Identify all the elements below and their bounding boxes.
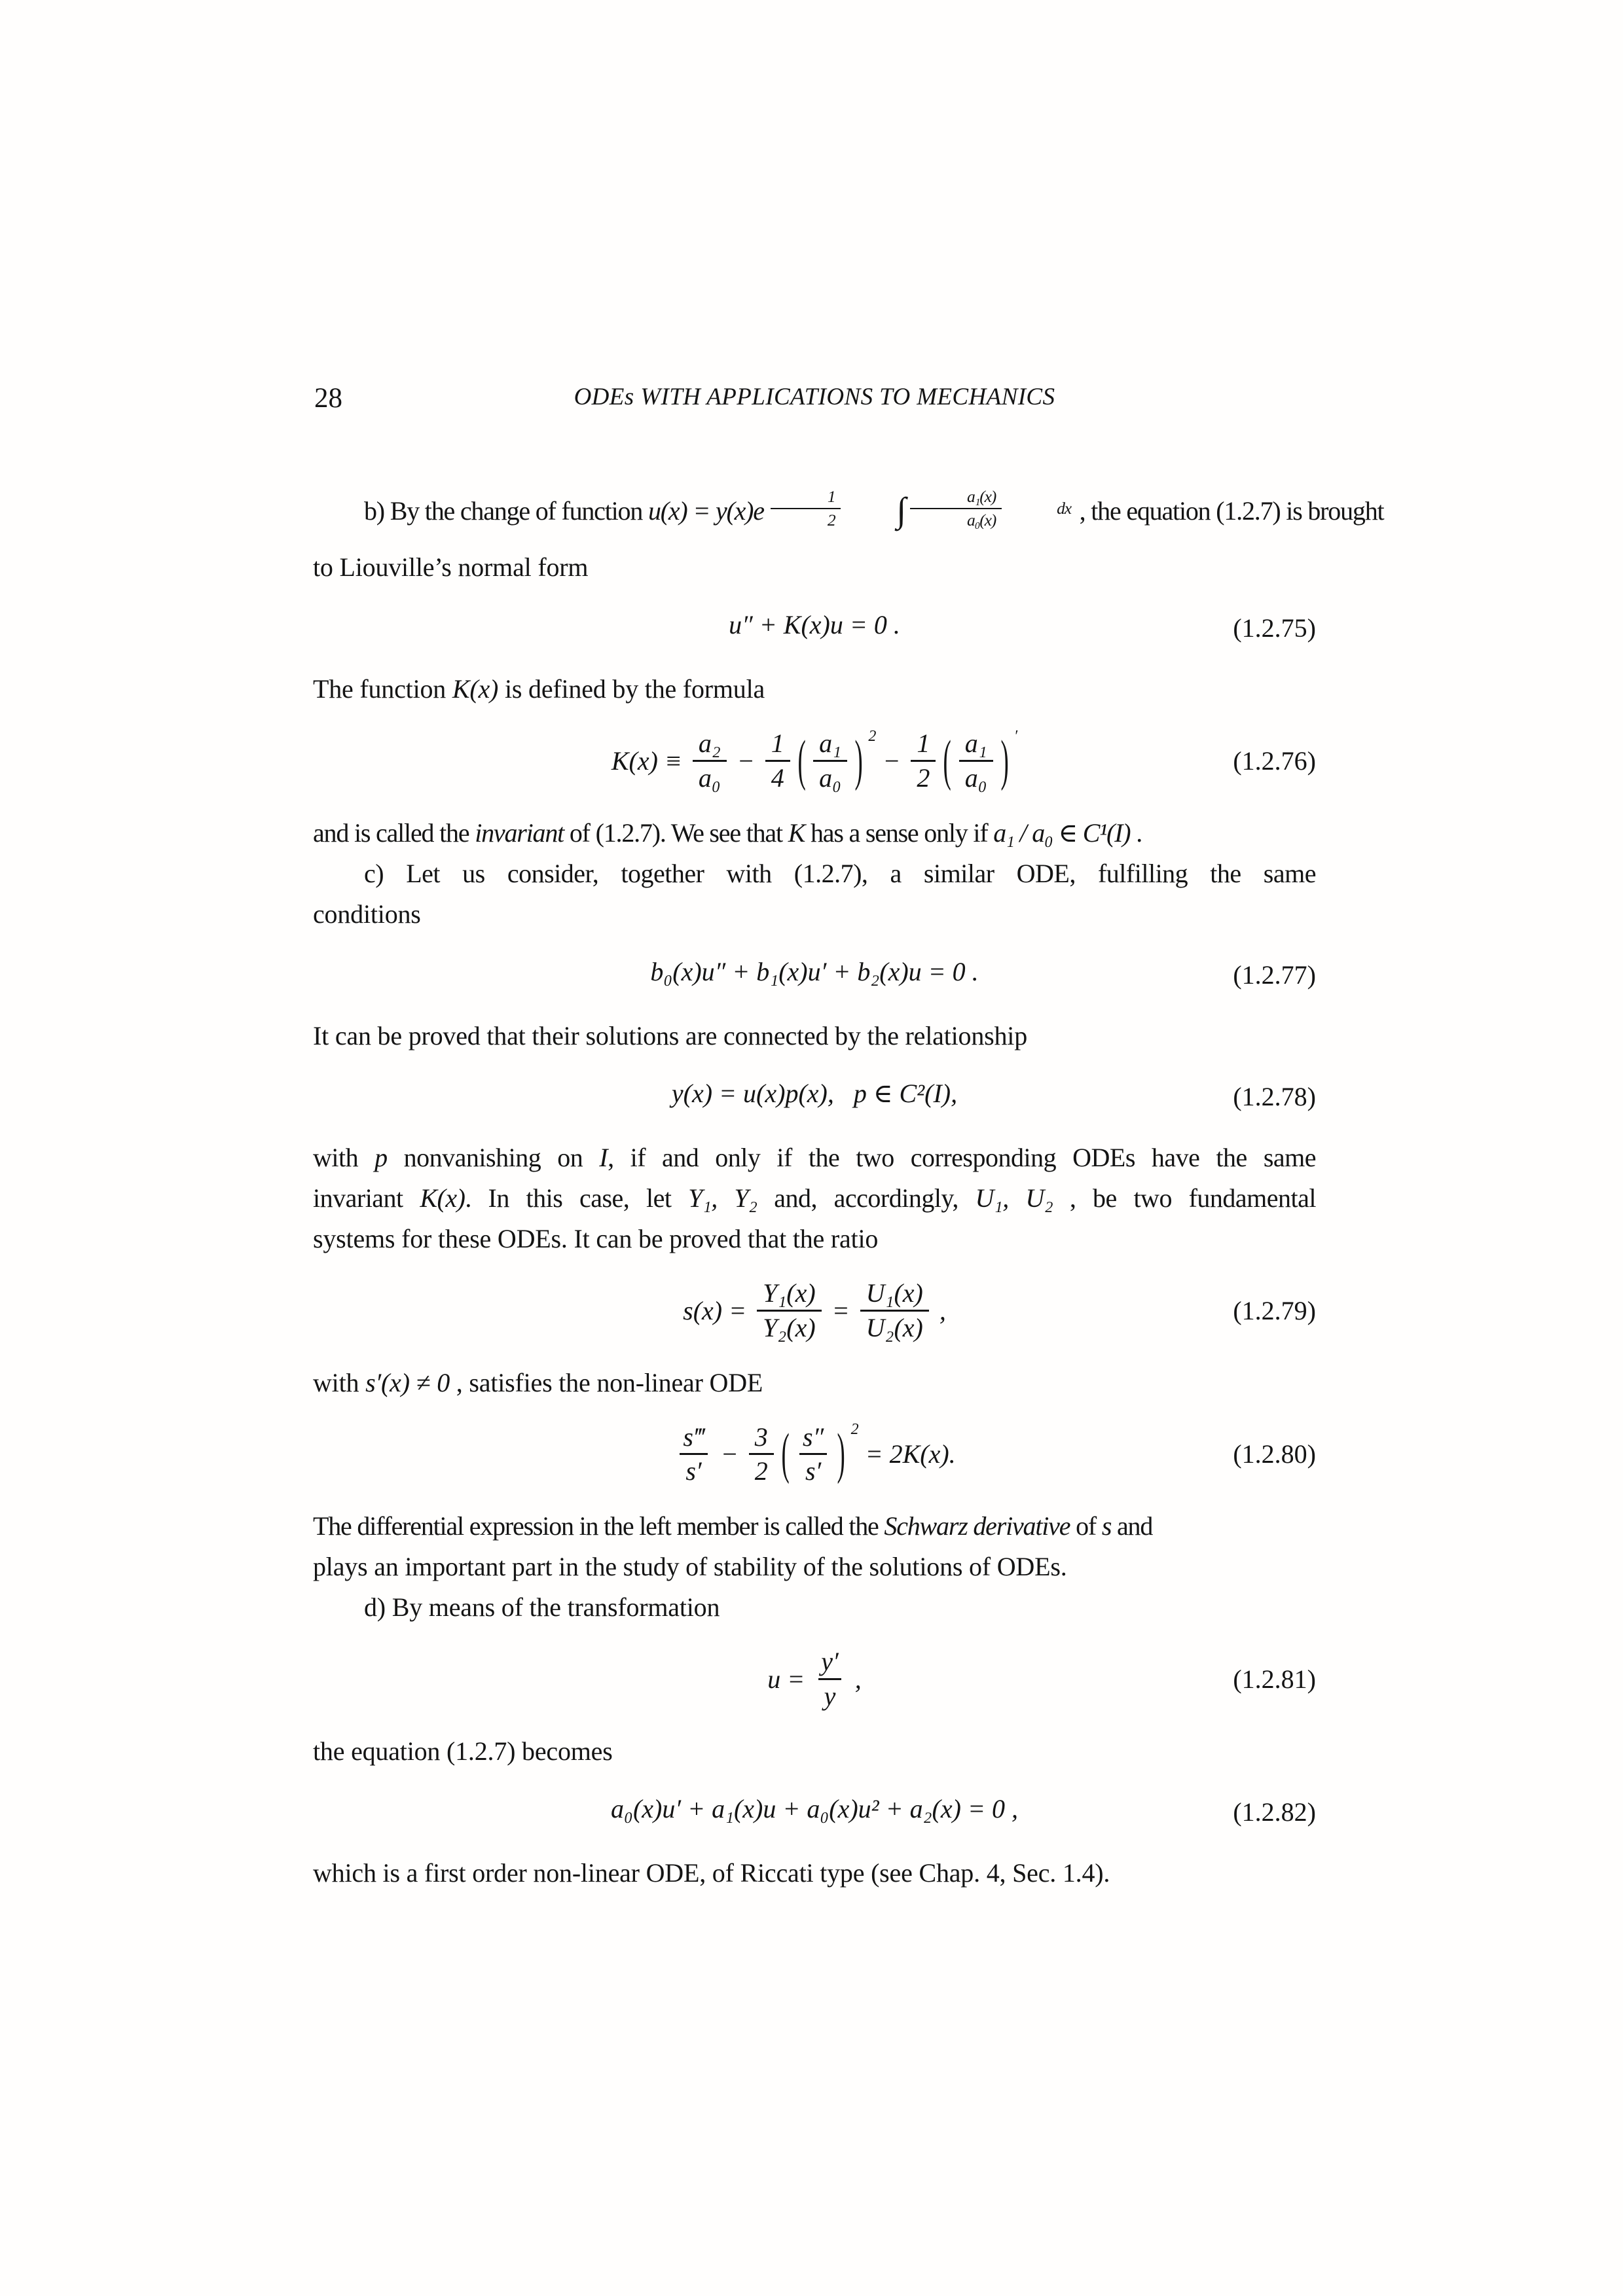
denominator [693,760,727,793]
math-run: Y₁(x) [763,1278,816,1308]
line-invariant [313,813,1316,853]
math-run: u(x) = y(x)e [647,496,764,526]
math-run: K(x) [420,1183,465,1213]
text-run: with [313,1142,375,1172]
page-number: 28 [314,383,342,414]
paren-exponent: ′ [1013,728,1018,745]
denominator [959,760,993,793]
math-run: , [932,1295,946,1325]
math-run: = 2K(x). [858,1439,956,1469]
exponent-block [767,488,1071,529]
text-run: and [1111,1511,1153,1541]
text-run: b) By the change of function [364,496,648,526]
equation-number: (1.2.75) [1233,613,1316,643]
page-header [313,381,1316,418]
fraction [815,1647,845,1712]
text-run: , be two fundamental [1053,1183,1317,1213]
numerator [911,729,936,760]
para-with-p-line2 [313,1178,1316,1219]
math-run: s′(x) ≠ 0 [365,1367,456,1397]
numerator [813,729,847,760]
numerator [771,488,841,508]
text-run: invariant [313,1183,420,1213]
text-run: , if and only if the two corresponding ODEs have the same [608,1142,1316,1172]
math-run: 2 [827,510,835,529]
math-run: a₂ [698,728,721,759]
equation-math [672,1079,957,1109]
equation-number: (1.2.80) [1233,1439,1316,1469]
equation-math [673,1423,955,1487]
numerator [757,1279,822,1310]
para-schwarz-line2 [313,1547,1316,1587]
math-run: s′ [805,1456,822,1486]
para-b-line1 [313,448,1384,547]
line-with-s-prime [313,1363,1316,1403]
para-c-line1 [313,853,1316,894]
right-paren-icon: ) [837,1421,846,1485]
math-run: Schwarz derivative [884,1511,1070,1541]
para-d-line [313,1587,1316,1628]
denominator [757,1310,822,1343]
equation-1-2-76 [313,729,1316,793]
left-paren-icon: ( [781,1421,790,1485]
equation-1-2-75 [313,607,1316,649]
text-run: has a sense only if [805,817,994,848]
equation-1-2-78 [313,1076,1316,1118]
equation-1-2-80 [313,1423,1316,1487]
denominator [749,1453,774,1486]
equation-1-2-81 [313,1647,1316,1712]
text-run: the equation (1.2.7) becomes [313,1736,613,1766]
para-with-p-line1 [313,1138,1316,1178]
math-run: y [824,1681,836,1711]
math-run: s″ [803,1422,824,1452]
math-run: U₂(x) [866,1312,923,1342]
math-run: 1 [771,728,784,759]
denominator [680,1453,707,1486]
fraction [765,729,790,793]
math-run: a₁ / a₀ ∈ C¹(I) [993,817,1131,848]
right-paren-icon: ) [854,728,863,792]
numerator [860,1279,929,1310]
text-run: of (1.2.7). We see that [564,817,788,848]
text-run: plays an important part in the study of stability of the solutions of ODEs. [313,1552,1067,1582]
equation-1-2-79 [313,1279,1316,1343]
math-run: − [714,1439,745,1469]
math-run: p [374,1142,388,1172]
math-run: 1 [827,487,835,507]
math-run: Y₂(x) [763,1312,816,1342]
running-title: ODEs WITH APPLICATIONS TO MECHANICS [574,384,1055,410]
text-run: to Liouville’s normal form [313,552,589,583]
math-run: dx [1057,498,1071,518]
numerator [765,729,790,760]
fraction [910,488,1002,529]
right-paren-icon: ) [1000,728,1009,792]
fraction [757,1279,822,1343]
text-run: d) By means of the transformation [364,1592,720,1623]
numerator [815,1647,845,1678]
math-run: , [848,1664,862,1694]
equation-number: (1.2.79) [1233,1295,1316,1325]
denominator [771,508,841,530]
text-run: c) Let us consider, together with (1.2.7), a similar ODE, fulfilling the same [364,858,1316,888]
math-run: s‴ [683,1422,704,1452]
denominator [860,1310,929,1343]
equation-number: (1.2.81) [1233,1664,1316,1694]
math-run: − [876,746,907,776]
math-run: a₁ [964,728,987,759]
text-body [313,448,1384,1893]
fraction [813,729,847,793]
text-run: , the equation (1.2.7) is brought [1073,496,1384,526]
math-run: u = [767,1664,812,1694]
page-content [313,381,1384,1893]
para-schwarz-line1 [313,1506,1316,1547]
numerator [959,729,993,760]
line-it-can-be-proved [313,1016,1316,1056]
equation-number: (1.2.77) [1233,960,1316,990]
equation-math [767,1647,862,1712]
text-run: conditions [313,899,421,929]
paren-exponent: 2 [850,1421,859,1439]
math-run: Y₁, Y₂ [688,1183,757,1213]
text-run: which is a first order non-linear ODE, of Riccati type (see Chap. 4, Sec. 1.4). [313,1857,1110,1888]
math-run: 1 [917,728,930,759]
denominator [813,760,847,793]
math-run: − [730,746,761,776]
equation-math [729,610,900,640]
numerator [797,1423,830,1454]
math-run: a₀ [964,763,987,793]
math-run: a₀(x)u′ + a₁(x)u + a₀(x)u² + a₂(x) = 0 , [611,1793,1018,1823]
text-run: and is called the [313,817,475,848]
text-run: It can be proved that their solutions are connected by the relationship [313,1020,1027,1050]
denominator [818,1678,842,1712]
math-run: K(x) ≡ [611,746,689,776]
fraction [749,1423,774,1487]
math-run: a₀ [819,763,842,793]
text-run: . In this case, let [465,1183,689,1213]
text-run: of [1070,1511,1102,1541]
math-run: u″ + K(x)u = 0 . [729,610,900,640]
numerator [693,729,727,760]
fraction [797,1423,830,1487]
fraction [860,1279,929,1343]
equation-number: (1.2.82) [1233,1797,1316,1827]
para-with-p-line3 [313,1219,1316,1259]
numerator [677,1423,710,1454]
math-run: a₀(x) [966,510,996,529]
text-run: The function [313,674,452,704]
math-run: 2 [917,763,930,793]
equation-math [683,1279,946,1343]
equation-math [611,1794,1018,1824]
math-run: y′ [821,1647,839,1677]
paren-exponent: 2 [868,728,877,745]
equation-1-2-82 [313,1791,1316,1833]
text-run: is defined by the formula [504,674,765,704]
math-run: a₀ [698,763,721,793]
math-run: = [825,1295,856,1325]
math-run: U₁, U₂ [975,1183,1053,1213]
line-equation-becomes [313,1731,1316,1772]
left-paren-icon: ( [797,728,806,792]
fraction [677,1423,710,1487]
math-run: U₁(x) [866,1278,923,1308]
math-run: s(x) = [683,1295,754,1325]
math-run: a₁(x) [966,487,996,507]
denominator [910,508,1002,530]
para-b-line2 [313,547,1316,588]
math-run: K [788,817,805,848]
denominator [799,1453,827,1486]
equation-1-2-77 [313,954,1316,996]
equation-number: (1.2.78) [1233,1081,1316,1111]
math-run: 3 [754,1422,768,1452]
text-run: and, accordingly, [757,1183,976,1213]
fraction [911,729,936,793]
fraction [771,488,841,529]
text-run: with [313,1367,366,1397]
left-paren-icon: ( [943,728,952,792]
denominator [911,760,936,793]
equation-number: (1.2.76) [1233,746,1316,776]
fraction [693,729,727,793]
math-run: I [599,1142,608,1172]
text-run: , satisfies the non-linear ODE [456,1367,763,1397]
numerator [910,488,1002,508]
math-run: y(x) = u(x)p(x), p ∈ C²(I), [671,1078,958,1108]
math-run: K(x) [452,674,505,704]
text-run: The differential expression in the left member is called the [313,1511,884,1541]
para-c-line2 [313,894,1316,935]
math-run: s′ [685,1456,702,1486]
math-run: s [1101,1511,1112,1541]
denominator [765,760,790,793]
fraction [959,729,993,793]
math-run: invariant [475,817,564,848]
math-run: a₁ [819,728,842,759]
equation-math [611,729,1017,793]
integral-icon: ∫ [896,490,905,530]
math-run: 2 [754,1456,768,1486]
math-run: b₀(x)u″ + b₁(x)u′ + b₂(x)u = 0 . [650,956,979,986]
math-run: 4 [771,763,784,793]
equation-math [650,957,978,987]
text-run: . [1130,817,1142,848]
line-function-k [313,669,1316,709]
numerator [749,1423,774,1454]
line-riccati [313,1853,1316,1893]
text-run: nonvanishing on [387,1142,600,1172]
text-run: systems for these ODEs. It can be proved that the ratio [313,1223,879,1253]
